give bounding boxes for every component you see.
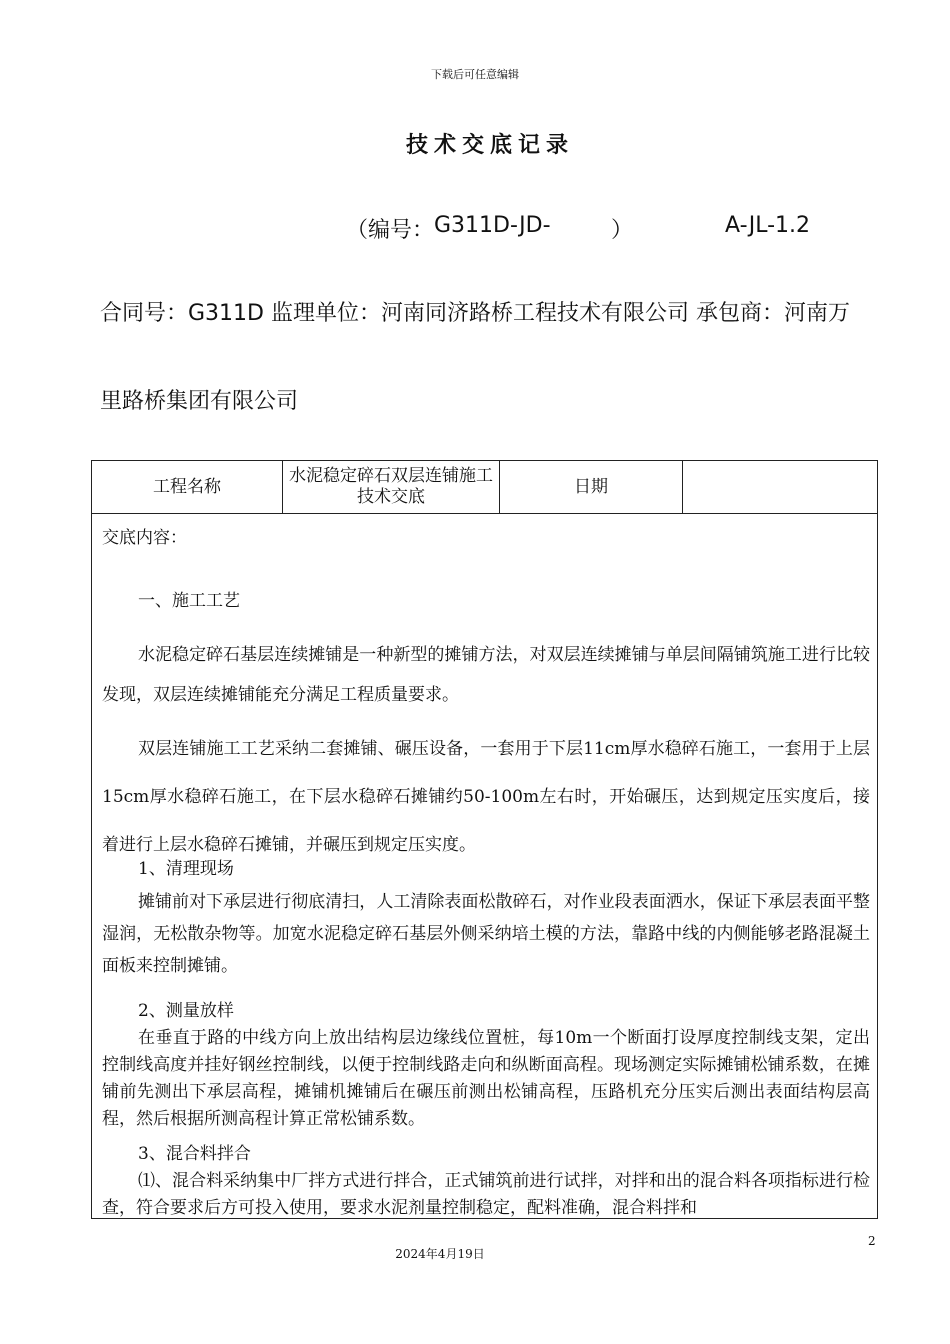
paragraph-3: 摊铺前对下承层进行彻底清扫，人工清除表面松散碎石，对作业段表面洒水，保证下承层表面平整湿润，无松散杂物等。加宽水泥稳定碎石基层外侧采纳培土模的方法，靠路中线的内侧能够老路混凝土面板来控制摊铺。 xyxy=(102,892,870,976)
page-number: 2 xyxy=(868,1234,876,1248)
paragraph-1: 水泥稳定碎石基层连续摊铺是一种新型的摊铺方法，对双层连续摊铺与单层间隔铺筑施工进行比较发现，双层连续摊铺能充分满足工程质量要求。 xyxy=(102,645,870,705)
code-number: G311D-JD- xyxy=(434,213,551,238)
contract-line-2: 里路桥集团有限公司 xyxy=(100,389,299,414)
code-open: （编号： xyxy=(346,218,435,243)
subsection-2: 2、测量放样 xyxy=(138,1001,234,1021)
content-heading: 交底内容： xyxy=(102,528,187,548)
date-value xyxy=(683,461,878,513)
table-header-row xyxy=(92,461,877,514)
code-close: ） xyxy=(611,218,634,243)
contract-line-1: 合同号：G311D 监理单位：河南同济路桥工程技术有限公司 承包商：河南万 xyxy=(100,301,850,326)
subsection-3: 3、混合料拌合 xyxy=(138,1144,251,1164)
paragraph-2: 双层连铺施工工艺采纳二套摊铺、碾压设备，一套用于下层11cm厚水稳碎石施工，一套用于上层15cm厚水稳碎石施工，在下层水稳碎石摊铺约50-100m左右时，开始碾压，达到规定压实度后，接着进行上层水稳碎石摊铺，并碾压到规定压实度。 xyxy=(102,739,870,855)
disclosure-table xyxy=(91,460,878,1219)
form-code: A-JL-1.2 xyxy=(725,213,811,238)
footer-date: 2024年4月19日 xyxy=(395,1247,485,1261)
project-name-value: 水泥稳定碎石双层连铺施工技术交底 xyxy=(283,461,500,513)
paragraph-4: 在垂直于路的中线方向上放出结构层边缘线位置桩，每10m一个断面打设厚度控制线支架，定出控制线高度并挂好钢丝控制线，以便于控制线路走向和纵断面高程。现场测定实际摊铺松铺系数，在摊铺前先测出下承层高程，摊铺机摊铺后在碾压前测出松铺高程，压路机充分压实后测出表面结构层高程，然后根据所测高程计算正常松铺系数。 xyxy=(102,1028,870,1129)
document-title: 技术交底记录 xyxy=(405,133,574,158)
project-name-label: 工程名称 xyxy=(92,461,283,513)
paragraph-5: ⑴、混合料采纳集中厂拌方式进行拌合，正式铺筑前进行试拌，对拌和出的混合料各项指标进行检查，符合要求后方可投入使用，要求水泥剂量控制稳定，配料准确，混合料拌和 xyxy=(102,1171,870,1218)
subsection-1: 1、清理现场 xyxy=(138,859,234,879)
date-label: 日期 xyxy=(500,461,683,513)
header-note: 下载后可任意编辑 xyxy=(431,68,519,81)
section-heading-1: 一、施工工艺 xyxy=(138,591,240,611)
